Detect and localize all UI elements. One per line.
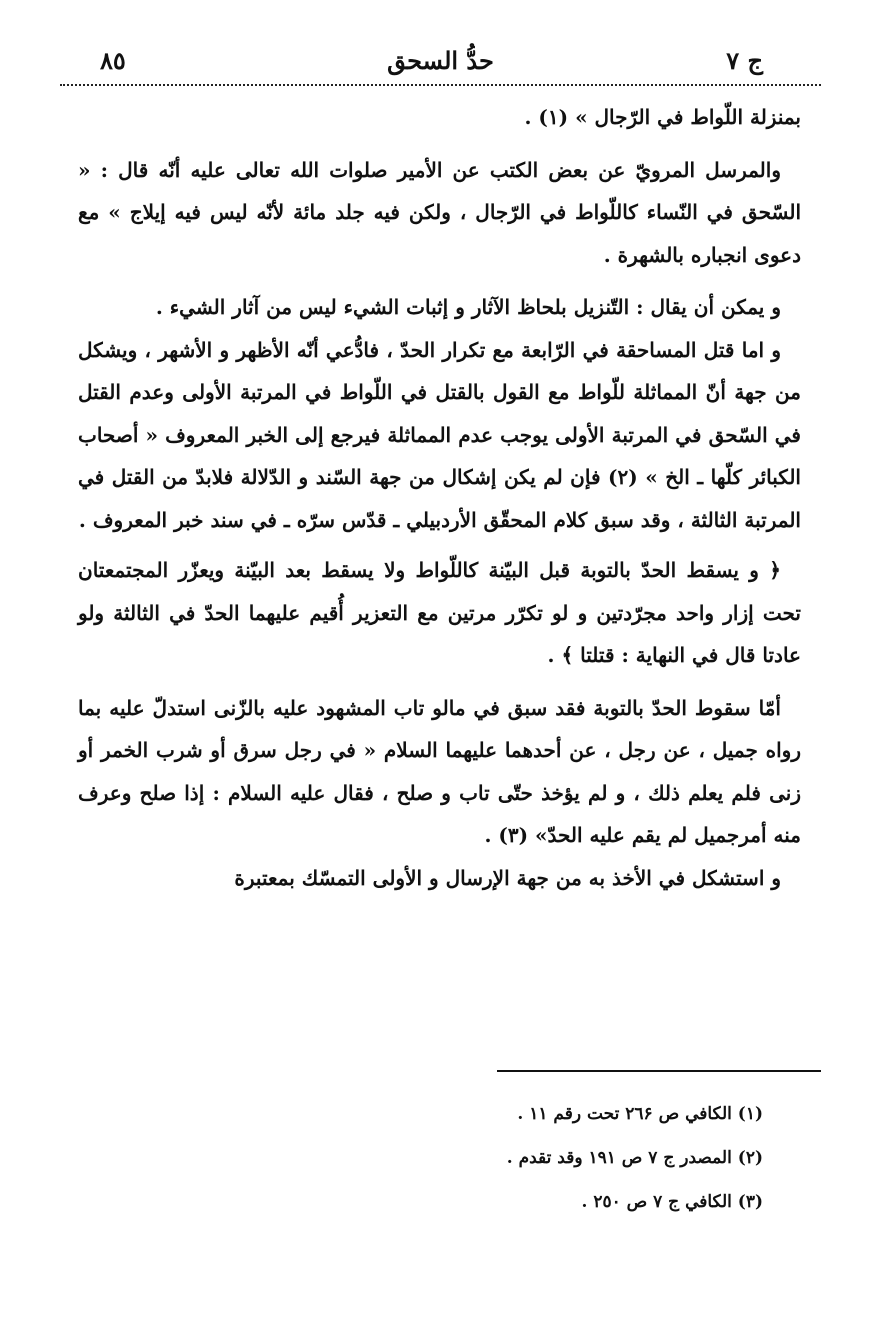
paragraph: أمّا سقوط الحدّ بالتوبة فقد سبق في مالو تاب المشهود عليه بالزّنى استدلّ عليه بما رواه جميل ، عن رجل ، عن أحدهما عليهما السلام « في رجل سرق أو شرب الخمر أو زنى فلم يعلم ذلك ، و لم يؤخذ حتّى تاب و صلح ، فقال عليه السلام : إذا صلح وعرف منه أمرجميل لم يقم عليه الحدّ» (٣) . <box>78 695 801 847</box>
paragraph: و استشكل في الأخذ به من جهة الإرسال و الأولى التمسّك بمعتبرة <box>234 865 781 890</box>
page-number: ٨٥ <box>100 46 126 75</box>
paragraph: بمنزلة اللّواط في الرّجال » (١) . <box>524 105 801 129</box>
footnote-divider <box>497 1070 821 1072</box>
footnotes <box>343 1092 763 1224</box>
page-title: حدُّ السحق <box>387 46 494 75</box>
paragraph-lead: و اما <box>741 337 782 362</box>
page-header <box>60 40 821 86</box>
paragraph: و اما قتل المساحقة في الرّابعة مع تكرار الحدّ ، فادُّعي أنّه الأظهر و الأشهر ، ويشكل من جهة أنّ المماثلة للّواط مع القول بالقتل في اللّواط في المرتبة الأولى وعدم القتل في السّحق في المرتبة الأولى يوجب عدم المماثلة فيرجع إلى الخبر المعروف « أصحاب الكبائر كلّها ـ الخ » (٢) فإن لم يكن إشكال من جهة السّند و الدّلالة فلابدّ من القتل في المرتبة الثالثة ، وقد سبق كلام المحقّق الأردبيلي ـ قدّس سرّه ـ في سند خبر المعروف . <box>78 337 801 532</box>
page-body <box>78 96 801 899</box>
footnote-item: (١) الكافي ص ٢٦۶ تحت رقم ١١ . <box>517 1104 763 1124</box>
footnote-item: (٣) الكافي ج ٧ ص ٢٥٠ . <box>581 1192 763 1212</box>
paragraph: و يمكن أن يقال : التّنزيل بلحاظ الآثار و إثبات الشيء ليس من آثار الشيء . <box>155 295 781 319</box>
paragraph: والمرسل المرويّ عن بعض الكتب عن الأمير صلوات الله تعالى عليه أنّه قال : « السّحق في النّساء كاللّواط في الرّجال ، ولكن فيه جلد مائة لأنّه ليس فيه إيلاج » مع دعوى انجباره بالشهرة . <box>78 157 801 267</box>
footnote-item: (٢) المصدر ج ٧ ص ١٩١ وقد تقدم . <box>506 1148 763 1168</box>
quoted-rule-paragraph: ﴿ و يسقط الحدّ بالتوبة قبل البيّنة كاللّواط ولا يسقط بعد البيّنة ويعزّر المجتمعتان تحت إزار واحد مجرّدتين و لو تكرّر مرتين مع التعزير أُقيم عليهما الحدّ في الثالثة ولو عادتا قال في النهاية : قتلتا ﴾ . <box>78 558 801 667</box>
volume-label: ج ٧ <box>726 46 763 75</box>
